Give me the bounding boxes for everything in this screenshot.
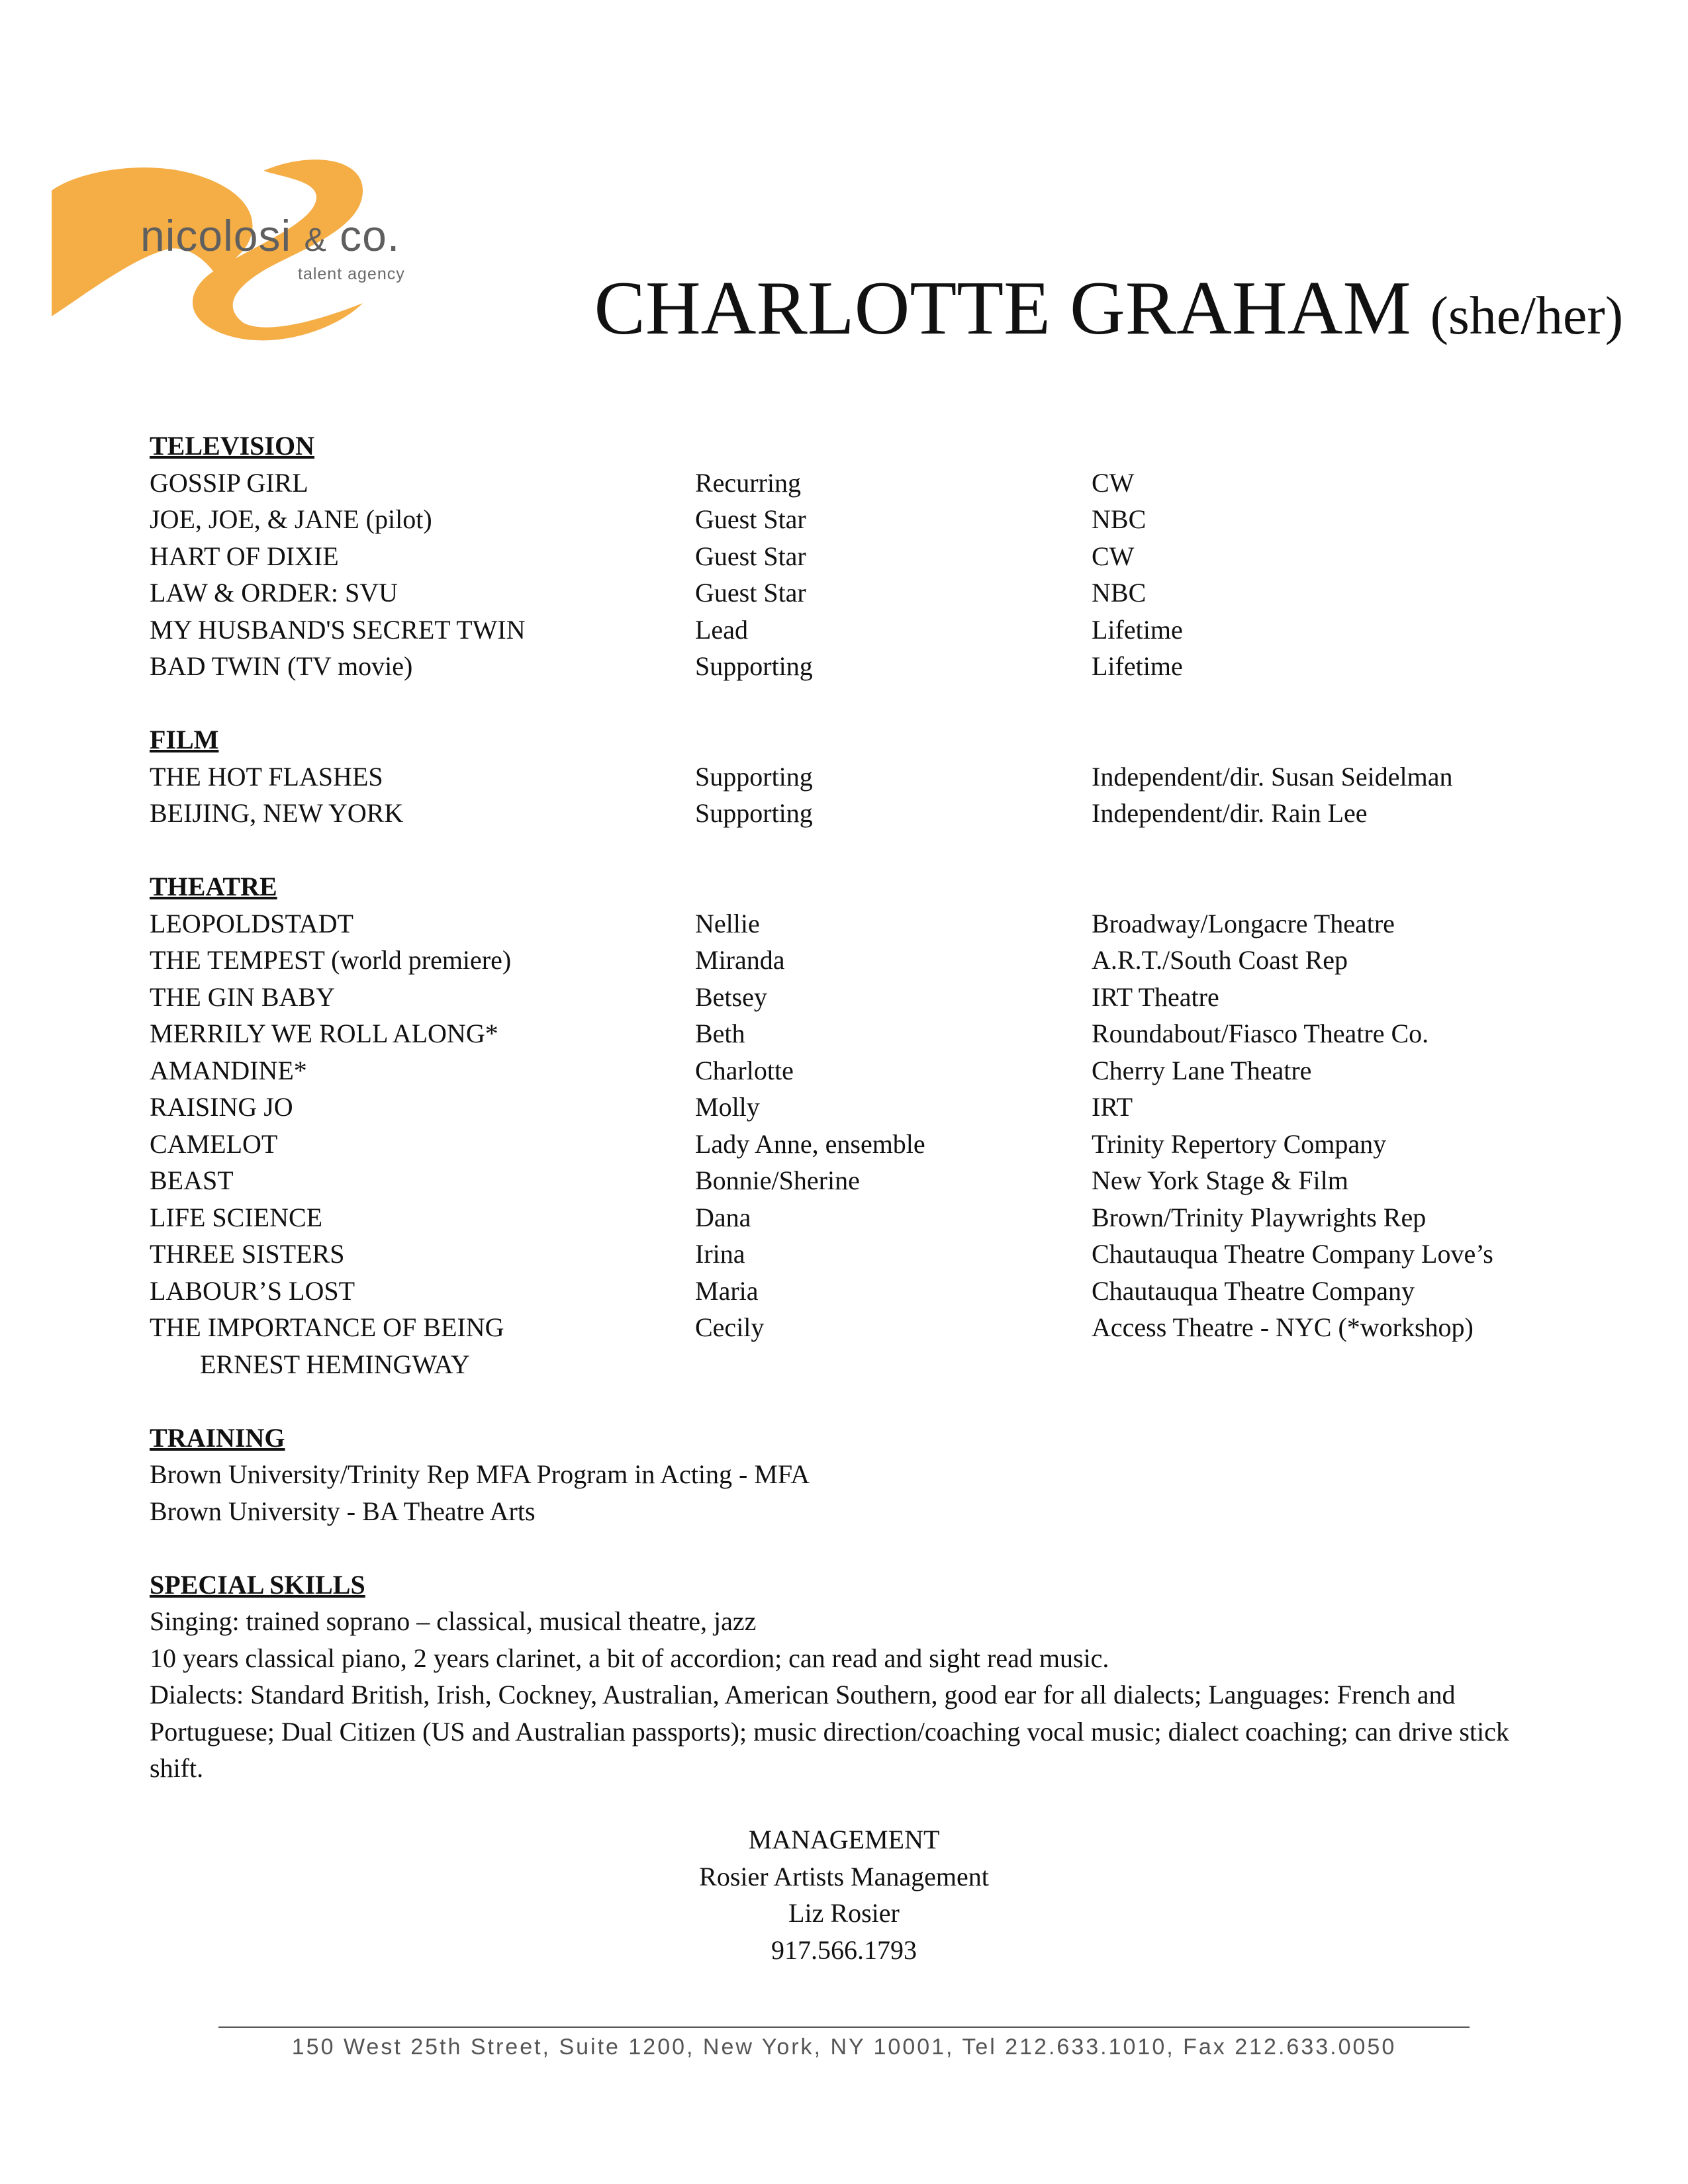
credit-venue: New York Stage & Film — [1092, 1165, 1348, 1195]
theatre-row — [150, 979, 1553, 1016]
training-line: Brown University/Trinity Rep MFA Program in Acting - MFA — [150, 1459, 810, 1489]
theatre-row — [150, 1052, 1553, 1089]
logo-co: co. — [340, 211, 400, 260]
credit-role: Dana — [695, 1202, 751, 1232]
credit-role: Charlotte — [695, 1055, 794, 1085]
skills-singing: Singing: trained soprano – classical, musical theatre, jazz — [150, 1606, 757, 1636]
television-row — [150, 574, 1553, 612]
training-heading: TRAINING — [150, 1422, 285, 1453]
theatre-row — [150, 1199, 1553, 1236]
credit-title: LABOUR’S LOST — [150, 1275, 355, 1306]
credit-venue: Chautauqua Theatre Company Love’s — [1092, 1239, 1493, 1269]
credit-venue: Independent/dir. Rain Lee — [1092, 798, 1368, 828]
credit-role: Cecily — [695, 1312, 765, 1342]
credit-venue: Access Theatre - NYC (*workshop) — [1092, 1312, 1474, 1342]
logo-name-text: nicolosi — [140, 211, 292, 260]
section-spacer — [150, 1383, 1553, 1420]
credit-title: AMANDINE* — [150, 1055, 307, 1085]
credit-venue: NBC — [1092, 578, 1147, 608]
television-row — [150, 501, 1553, 538]
section-spacer — [150, 832, 1553, 869]
credit-role: Irina — [695, 1239, 745, 1269]
credit-title-continuation: ERNEST HEMINGWAY — [200, 1349, 470, 1379]
management-heading: MANAGEMENT — [748, 1825, 940, 1854]
resume-body — [150, 428, 1553, 1787]
credit-title: CAMELOT — [150, 1128, 278, 1159]
management-company: Rosier Artists Management — [699, 1861, 989, 1891]
skills-dialects: Dialects: Standard British, Irish, Cockney, Australian, American Southern, good ear for all dialects; Languages: French and Portuguese; Dual Citizen (US and Australian passports); music direction/coaching vocal music; dialect coaching; can drive stick shift. — [150, 1680, 1509, 1783]
theatre-heading: THEATRE — [150, 872, 277, 901]
theatre-row — [150, 1162, 1553, 1199]
credit-title: MERRILY WE ROLL ALONG* — [150, 1019, 498, 1048]
film-row — [150, 795, 1553, 832]
credit-title: LIFE SCIENCE — [150, 1202, 323, 1232]
credit-title: BAD TWIN (TV movie) — [150, 651, 413, 681]
theatre-row — [150, 905, 1553, 942]
credit-venue: IRT Theatre — [1092, 981, 1219, 1012]
credit-venue: A.R.T./South Coast Rep — [1092, 945, 1348, 975]
credit-role: Molly — [695, 1092, 760, 1122]
credit-title: THREE SISTERS — [150, 1239, 345, 1269]
agency-logo — [52, 151, 462, 343]
credit-venue: IRT — [1092, 1092, 1133, 1122]
credit-venue: Lifetime — [1092, 614, 1183, 645]
theatre-row — [150, 942, 1553, 979]
credit-venue: Chautauqua Theatre Company — [1092, 1275, 1415, 1306]
credit-role: Lead — [695, 614, 748, 645]
logo-amp: & — [304, 221, 327, 258]
credit-role: Guest Star — [695, 578, 806, 608]
credit-venue: Broadway/Longacre Theatre — [1092, 908, 1395, 938]
management-phone: 917.566.1793 — [771, 1934, 917, 1965]
credit-role: Bonnie/Sherine — [695, 1165, 860, 1195]
logo-wordmark — [140, 210, 400, 261]
footer-address: 150 West 25th Street, Suite 1200, New York, NY 10001, Tel 212.633.1010, Fax 212.633.0050 — [291, 2034, 1397, 2060]
management-block — [0, 1821, 1688, 1968]
footer-divider — [218, 2026, 1470, 2028]
credit-role: Lady Anne, ensemble — [695, 1128, 925, 1159]
film-heading: FILM — [150, 725, 219, 754]
credit-role: Supporting — [695, 761, 813, 792]
credit-role: Beth — [695, 1019, 745, 1048]
credit-venue: Independent/dir. Susan Seidelman — [1092, 761, 1453, 792]
credit-title: THE GIN BABY — [150, 981, 335, 1012]
credit-title: THE TEMPEST (world premiere) — [150, 945, 512, 975]
television-heading: TELEVISION — [150, 431, 314, 461]
actor-name-heading — [594, 266, 1624, 351]
theatre-row — [150, 1015, 1553, 1052]
credit-venue: NBC — [1092, 504, 1147, 534]
television-row — [150, 538, 1553, 575]
credit-role: Recurring — [695, 467, 801, 498]
credit-title: LAW & ORDER: SVU — [150, 578, 398, 608]
credit-venue: Lifetime — [1092, 651, 1183, 681]
theatre-row — [150, 1309, 1553, 1346]
television-row — [150, 612, 1553, 649]
television-row — [150, 648, 1553, 685]
theatre-row — [150, 1126, 1553, 1163]
credit-title: MY HUSBAND'S SECRET TWIN — [150, 614, 526, 645]
actor-name: CHARLOTTE GRAHAM — [594, 266, 1411, 351]
skills-instruments: 10 years classical piano, 2 years clarinet, a bit of accordion; can read and sight read music. — [150, 1643, 1109, 1673]
credit-role: Guest Star — [695, 504, 806, 534]
section-spacer — [150, 1529, 1553, 1567]
credit-title: RAISING JO — [150, 1092, 293, 1122]
credit-venue: CW — [1092, 541, 1135, 571]
credit-role: Guest Star — [695, 541, 806, 571]
theatre-row-continuation — [150, 1346, 1553, 1383]
credit-venue: Roundabout/Fiasco Theatre Co. — [1092, 1019, 1429, 1048]
theatre-row — [150, 1273, 1553, 1310]
skills-heading: SPECIAL SKILLS — [150, 1569, 365, 1600]
credit-role: Supporting — [695, 651, 813, 681]
credit-role: Maria — [695, 1275, 759, 1306]
film-row — [150, 758, 1553, 796]
credit-title: BEIJING, NEW YORK — [150, 798, 404, 828]
credit-title: THE IMPORTANCE OF BEING — [150, 1312, 504, 1342]
management-contact: Liz Rosier — [788, 1898, 900, 1928]
theatre-row — [150, 1236, 1553, 1273]
credit-venue: Brown/Trinity Playwrights Rep — [1092, 1202, 1427, 1232]
logo-subtitle: talent agency — [298, 265, 405, 283]
credit-title: JOE, JOE, & JANE (pilot) — [150, 504, 432, 534]
credit-title: LEOPOLDSTADT — [150, 908, 353, 938]
credit-title: THE HOT FLASHES — [150, 761, 383, 792]
section-spacer — [150, 685, 1553, 722]
credit-venue: Trinity Repertory Company — [1092, 1128, 1387, 1159]
credit-role: Betsey — [695, 981, 767, 1012]
credit-role: Nellie — [695, 908, 760, 938]
credit-venue: Cherry Lane Theatre — [1092, 1055, 1312, 1085]
actor-pronouns: (she/her) — [1430, 285, 1623, 345]
credit-title: BEAST — [150, 1165, 234, 1195]
television-row — [150, 465, 1553, 502]
credit-title: GOSSIP GIRL — [150, 467, 308, 498]
theatre-row — [150, 1089, 1553, 1126]
training-line: Brown University - BA Theatre Arts — [150, 1496, 536, 1526]
credit-role: Miranda — [695, 945, 785, 975]
credit-title: HART OF DIXIE — [150, 541, 339, 571]
credit-role: Supporting — [695, 798, 813, 828]
credit-venue: CW — [1092, 467, 1135, 498]
